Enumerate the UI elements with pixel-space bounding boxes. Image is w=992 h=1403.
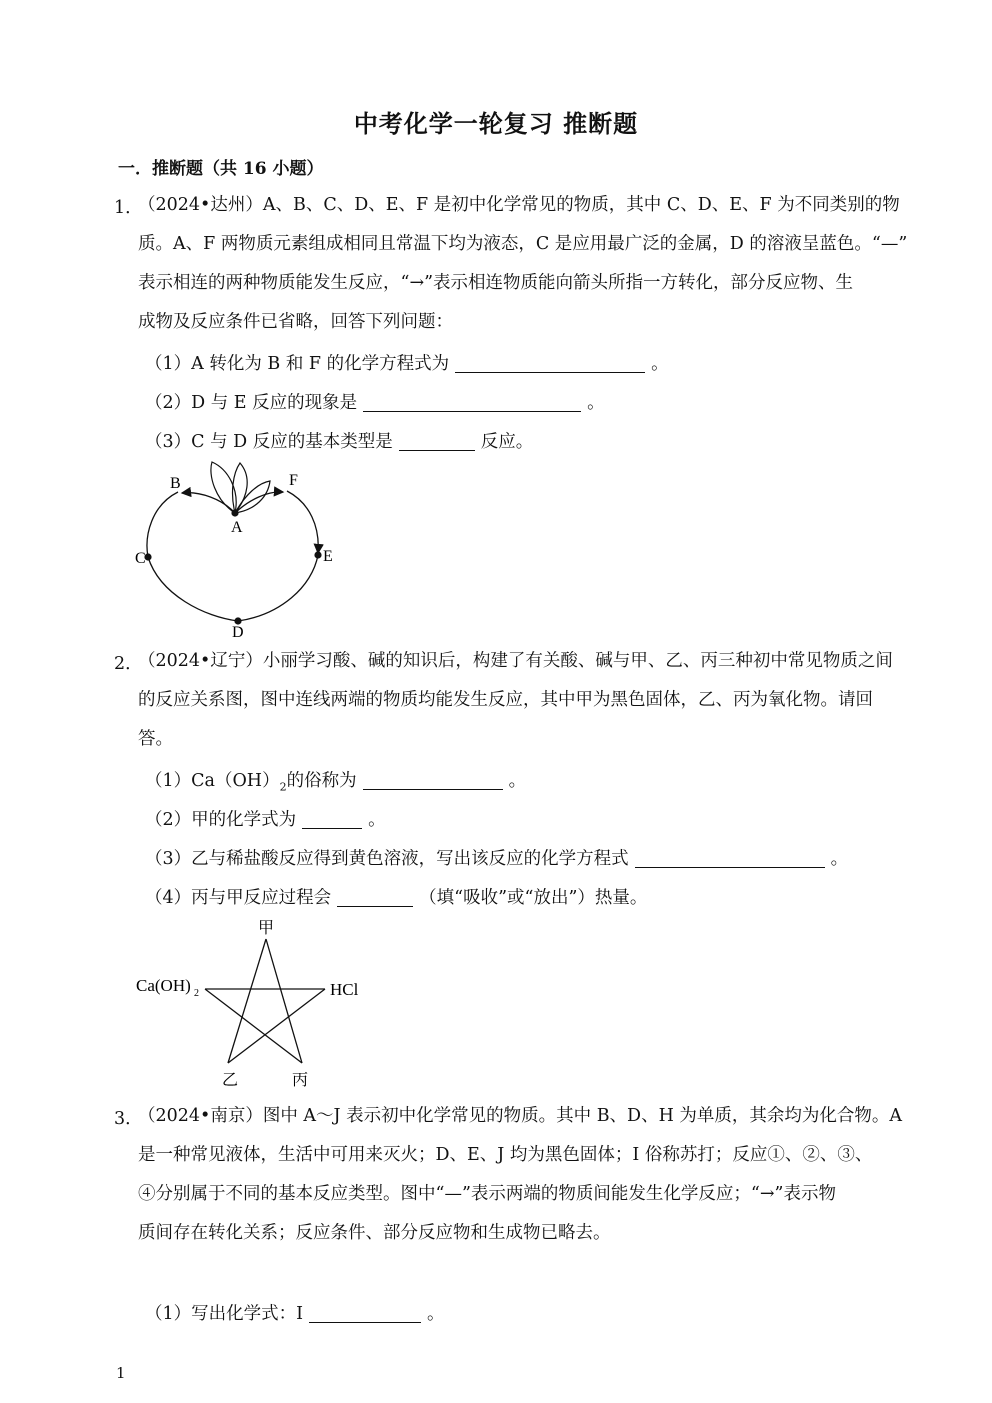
question-2-diagram [130,915,380,1093]
reaction-line-C-D [148,557,238,621]
node-E [314,551,321,558]
answer-blank[interactable] [455,352,645,373]
question-1-line: （2024•达州）A、B、C、D、E、F 是初中化学常见的物质，其中 C、D、E、F 为不同类别的物 [138,195,900,215]
answer-blank[interactable] [337,886,413,907]
question-2-stem [138,642,893,759]
label-C: C [135,550,146,567]
page-number: 1 [116,1364,126,1382]
reaction-line-D-E [238,555,318,621]
question-3-line: 是一种常见液体，生活中可用来灭火；D、E、J 均为黑色固体；I 俗称苏打；反应①、②、③、 [138,1145,873,1165]
arrow-A-B [182,493,235,513]
label-caoh2: Ca(OH) [136,976,191,995]
answer-blank[interactable] [363,391,581,412]
answer-blank[interactable] [363,769,503,790]
question-2-sub-2: （2）甲的化学式为 。 [145,810,386,830]
answer-blank[interactable] [635,847,825,868]
section-heading: 一．推断题（共 16 小题） [118,159,324,179]
label-A: A [231,519,243,536]
label-F: F [289,472,298,489]
question-2-sub-1: $(1)Ca(OH)_2$的俗称为 。 [145,771,527,794]
leaf-decoration [211,462,270,513]
question-2-sub-4: （4）丙与甲反应过程会 （填“吸收”或“放出”）热量。 [145,888,648,908]
question-1-stem [138,186,907,342]
answer-blank[interactable] [302,808,362,829]
label-jia: 甲 [258,920,275,937]
question-3-sub-1: （1）写出化学式：I 。 [145,1304,445,1324]
label-B: B [170,475,181,492]
question-3-line: 质间存在转化关系；反应条件、部分反应物和生成物已略去。 [138,1223,611,1243]
label-yi: 乙 [222,1072,239,1089]
question-3-line: ④分别属于不同的基本反应类型。图中“—”表示两端的物质间能发生化学反应；“→”表示物 [138,1184,836,1204]
answer-blank[interactable] [399,430,475,451]
label-caoh2-subscript: 2 [194,988,199,999]
label-E: E [323,548,333,565]
star-reaction-lines [205,939,325,1063]
question-1-number: 1． [114,198,143,218]
question-3-stem [138,1097,902,1253]
reaction-line-B-C [147,492,178,557]
label-hcl: HCl [330,980,359,999]
question-2-line: （2024•辽宁）小丽学习酸、碱的知识后，构建了有关酸、碱与甲、乙、丙三种初中常见物质之间 [138,651,893,671]
answer-blank[interactable] [309,1302,421,1323]
question-1-line: 成物及反应条件已省略，回答下列问题： [138,312,453,332]
question-3-number: 3． [114,1109,143,1129]
arrow-F-E [287,491,318,553]
question-1-sub-1: （1）A 转化为 B 和 F 的化学方程式为 。 [145,354,669,374]
question-1-line: 表示相连的两种物质能发生反应，“→”表示相连物质能向箭头所指一方转化，部分反应物、生 [138,273,854,293]
node-A [231,509,238,516]
question-2-line: 的反应关系图，图中连线两端的物质均能发生反应，其中甲为黑色固体，乙、丙为氧化物。请回 [138,690,873,710]
question-2-line: 答。 [138,729,173,749]
label-D: D [232,624,244,641]
question-1-sub-3: （3）C 与 D 反应的基本类型是 反应。 [145,432,534,452]
page-title: 中考化学一轮复习 推断题 [353,109,639,138]
question-2-number: 2． [114,654,143,674]
label-bing: 丙 [292,1072,309,1089]
question-1-diagram [130,455,350,645]
question-1-sub-2: （2）D 与 E 反应的现象是 。 [145,393,605,413]
question-2-sub-3: （3）乙与稀盐酸反应得到黄色溶液，写出该反应的化学方程式 。 [145,849,849,869]
question-3-line: （2024•南京）图中 A～J 表示初中化学常见的物质。其中 B、D、H 为单质，其余均为化合物。A [138,1106,903,1126]
question-1-line: 质。A、F 两物质元素组成相同且常温下均为液态，C 是应用最广泛的金属，D 的溶液呈蓝色。“—” [138,234,908,254]
